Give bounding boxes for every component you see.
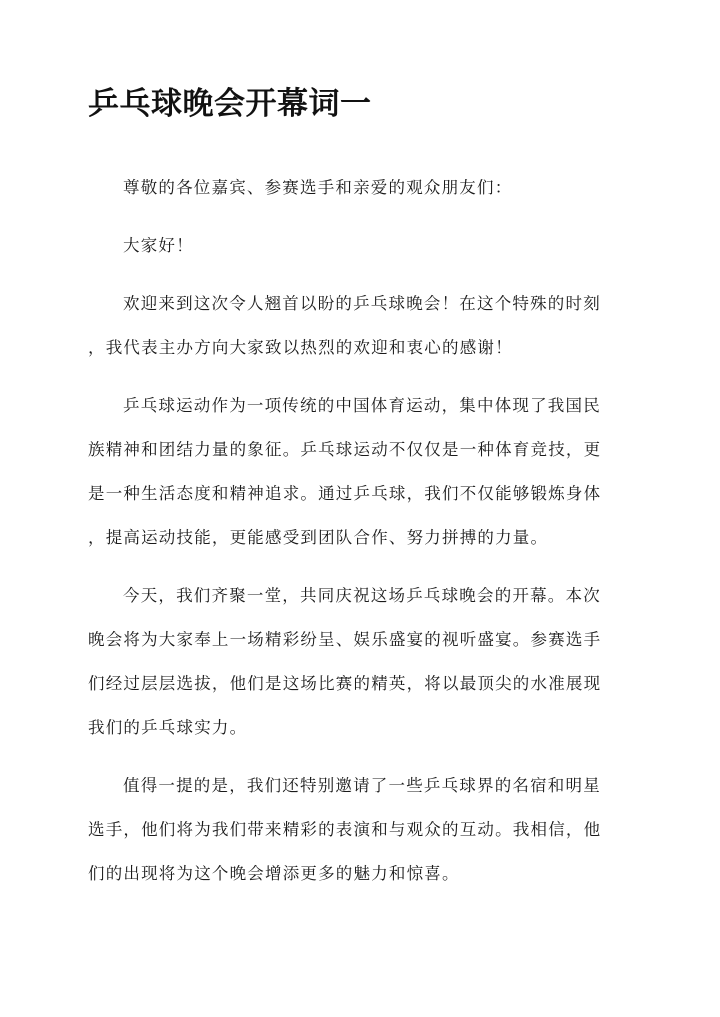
paragraph-celebration: 今天，我们齐聚一堂，共同庆祝这场乒乓球晚会的开幕。本次 晚会将为大家奉上一场精彩纷呈、娱乐盛宴的视听盛宴。参赛选手 们经过层层选拔，他们是这场比赛的精英，将以最顶尖的水准展现 我们的乒乓球实力。 (88, 586, 602, 737)
paragraph-salutation: 尊敬的各位嘉宾、参赛选手和亲爱的观众朋友们： (123, 178, 513, 197)
document-title: 乒乓球晚会开幕词一 (88, 86, 372, 122)
paragraph-special-guests: 值得一提的是，我们还特别邀请了一些乒乓球界的名宿和明星 选手，他们将为我们带来精彩的表演和与观众的互动。我相信，他 们的出现将为这个晚会增添更多的魅力和惊喜。 (88, 776, 602, 883)
document-body (88, 166, 634, 910)
paragraph-greeting: 大家好！ (123, 236, 194, 255)
paragraph-sport-intro: 乒乓球运动作为一项传统的中国体育运动，集中体现了我国民 族精神和团结力量的象征。乒乓球运动不仅仅是一种体育竞技，更 是一种生活态度和精神追求。通过乒乓球，我们不仅能够锻炼身体 ，提高运动技能，更能感受到团队合作、努力拼搏的力量。 (88, 396, 602, 547)
paragraph-welcome: 欢迎来到这次令人翘首以盼的乒乓球晚会！在这个特殊的时刻 ，我代表主办方向大家致以热烈的欢迎和衷心的感谢！ (88, 294, 601, 357)
